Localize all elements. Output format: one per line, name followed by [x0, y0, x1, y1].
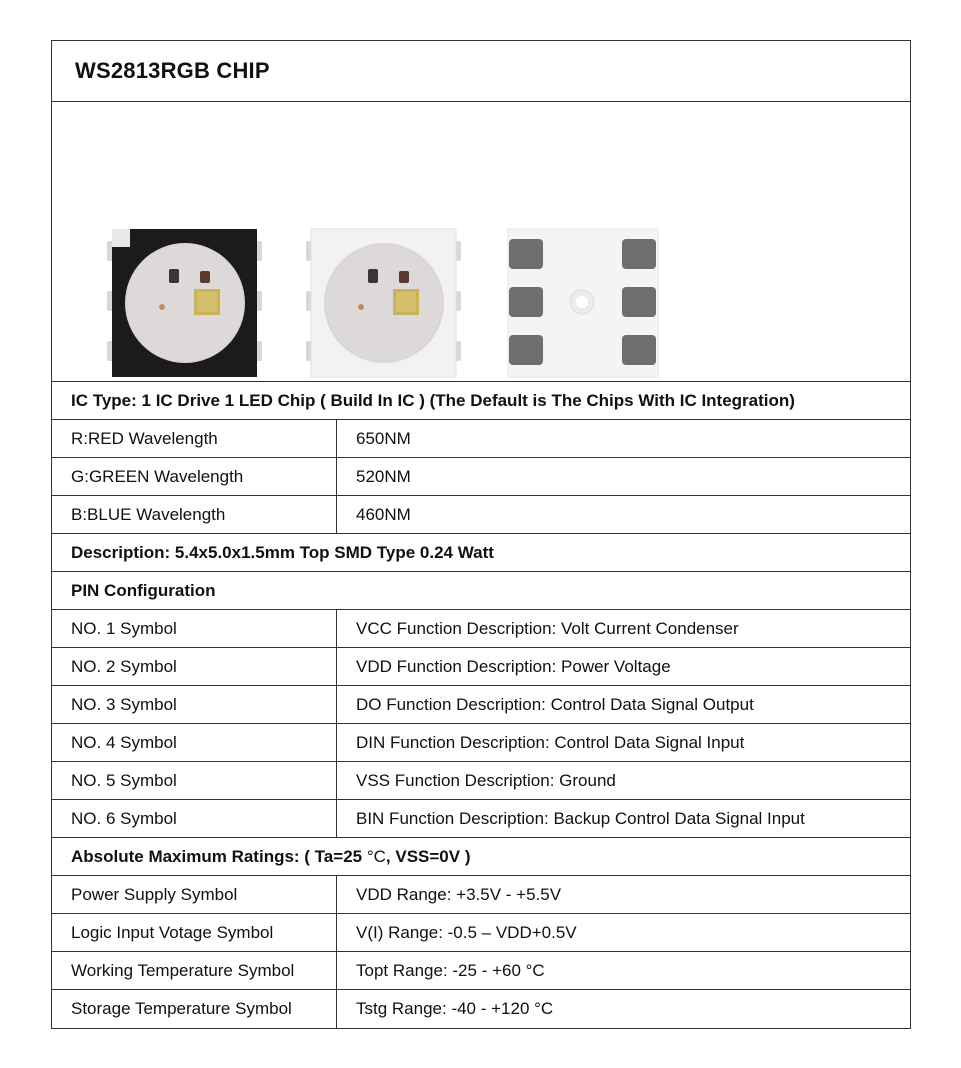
rating-label: Logic Input Votage Symbol	[52, 914, 337, 951]
rating-value: V(I) Range: -0.5 – VDD+0.5V	[356, 922, 577, 942]
wavelength-row-blue	[52, 496, 910, 534]
rating-value: Tstg Range: -40 - +120 °C	[356, 999, 554, 1018]
pin-description: VSS Function Description: Ground	[356, 770, 616, 790]
pin-row-5	[52, 762, 910, 800]
pin-description: DO Function Description: Control Data Signal Output	[356, 694, 754, 714]
rating-row-working-temp	[52, 952, 910, 990]
chip-top-black-image	[107, 227, 262, 379]
pin-symbol: NO. 1 Symbol	[52, 610, 337, 647]
rating-row-logic-input	[52, 914, 910, 952]
wavelength-value: 460NM	[356, 504, 411, 524]
ratings-header-suffix: , VSS=0V )	[385, 846, 471, 866]
ratings-header	[52, 838, 910, 876]
wavelength-value: 520NM	[356, 466, 411, 486]
wavelength-value: 650NM	[356, 428, 411, 448]
rating-label: Power Supply Symbol	[52, 876, 337, 913]
chip-top-white-image	[306, 227, 461, 379]
ratings-header-unit: °C	[366, 846, 386, 866]
description-row	[52, 534, 910, 572]
rating-row-power-supply	[52, 876, 910, 914]
rating-row-storage-temp	[52, 990, 910, 1028]
pin-row-6	[52, 800, 910, 838]
rating-label: Storage Temperature Symbol	[52, 990, 337, 1028]
spec-sheet	[51, 40, 911, 1029]
chip-image-panel	[52, 102, 910, 382]
rating-label: Working Temperature Symbol	[52, 952, 337, 989]
chip-bottom-image	[506, 227, 661, 379]
pin-row-2	[52, 648, 910, 686]
pin-description: VDD Function Description: Power Voltage	[356, 656, 671, 676]
rating-value: Topt Range: -25 - +60 °C	[356, 960, 545, 980]
pin-symbol: NO. 6 Symbol	[52, 800, 337, 837]
wavelength-label: R:RED Wavelength	[52, 420, 337, 457]
ic-type-row	[52, 382, 910, 420]
pin-description: VCC Function Description: Volt Current Condenser	[356, 618, 739, 638]
pin-description: BIN Function Description: Backup Control Data Signal Input	[356, 808, 805, 828]
ratings-header-prefix: Absolute Maximum Ratings: ( Ta=25	[71, 846, 367, 866]
pin-configuration-header	[52, 572, 910, 610]
pin-symbol: NO. 3 Symbol	[52, 686, 337, 723]
pin-symbol: NO. 4 Symbol	[52, 724, 337, 761]
wavelength-label: B:BLUE Wavelength	[52, 496, 337, 533]
rating-value: VDD Range: +3.5V - +5.5V	[356, 884, 562, 904]
sheet-title: WS2813RGB CHIP	[52, 41, 910, 102]
pin-row-1	[52, 610, 910, 648]
pin-configuration-title: PIN Configuration	[71, 580, 216, 600]
description-text: Description: 5.4x5.0x1.5mm Top SMD Type 0.24 Watt	[71, 542, 494, 562]
pin-symbol: NO. 2 Symbol	[52, 648, 337, 685]
pin-row-3	[52, 686, 910, 724]
pin-symbol: NO. 5 Symbol	[52, 762, 337, 799]
ic-type-text: IC Type: 1 IC Drive 1 LED Chip ( Build In IC ) (The Default is The Chips With IC Integration)	[71, 390, 795, 410]
pin-row-4	[52, 724, 910, 762]
wavelength-row-green	[52, 458, 910, 496]
pin-description: DIN Function Description: Control Data Signal Input	[356, 732, 745, 752]
wavelength-label: G:GREEN Wavelength	[52, 458, 337, 495]
wavelength-row-red	[52, 420, 910, 458]
